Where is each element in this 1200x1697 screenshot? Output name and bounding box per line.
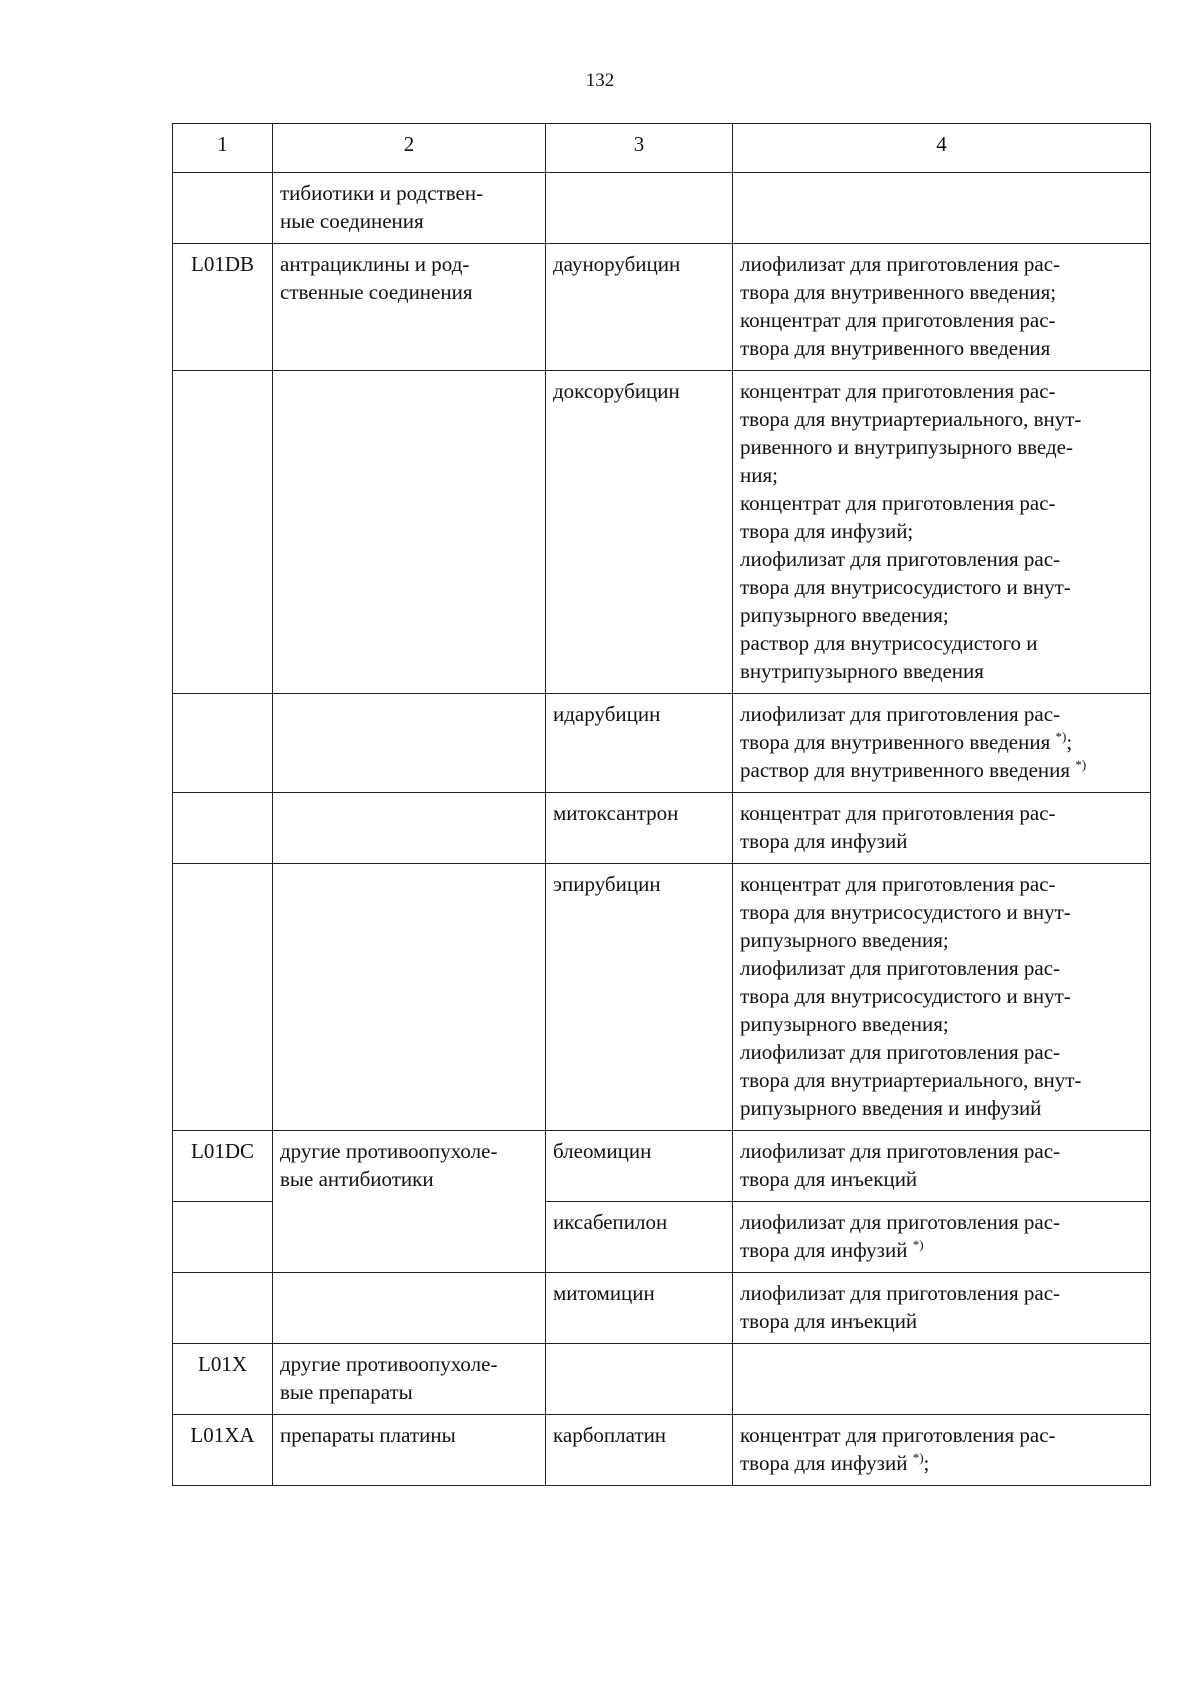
footnote-mark: *) bbox=[1055, 729, 1067, 744]
dosage-form-line bbox=[740, 629, 1143, 657]
dosage-form-text: концентрат для приготовления рас- bbox=[740, 308, 1056, 332]
dosage-form-text: концентрат для приготовления рас- bbox=[740, 379, 1056, 403]
dosage-form-text: твора для внутривенного введения bbox=[740, 336, 1051, 360]
dosage-form-text: твора для внутриартериального, внут- bbox=[740, 1068, 1082, 1092]
dosage-form-line bbox=[740, 573, 1143, 601]
dosage-forms-cell bbox=[733, 1273, 1151, 1344]
dosage-form-line bbox=[740, 799, 1143, 827]
atc-code-cell: L01XA bbox=[173, 1415, 273, 1486]
dosage-form-line bbox=[740, 1421, 1143, 1449]
table-header-row bbox=[173, 124, 1151, 173]
dosage-form-line bbox=[740, 954, 1143, 982]
dosage-forms-cell bbox=[733, 793, 1151, 864]
dosage-form-line bbox=[740, 870, 1143, 898]
group-name-cell bbox=[273, 1415, 546, 1486]
drug-name-cell: митоксантрон bbox=[546, 793, 733, 864]
dosage-form-text: концентрат для приготовления рас- bbox=[740, 491, 1056, 515]
dosage-form-line bbox=[740, 1165, 1143, 1193]
dosage-form-line bbox=[740, 926, 1143, 954]
table-row bbox=[173, 1415, 1151, 1486]
header-col-1: 1 bbox=[173, 124, 273, 173]
drug-name-cell bbox=[546, 1344, 733, 1415]
group-name-cell bbox=[273, 793, 546, 864]
dosage-form-text: твора для внутривенного введения; bbox=[740, 280, 1057, 304]
dosage-forms-cell bbox=[733, 864, 1151, 1131]
dosage-form-text: рипузырного введения и инфузий bbox=[740, 1096, 1042, 1120]
dosage-form-line bbox=[740, 278, 1143, 306]
drug-name-cell: блеомицин bbox=[546, 1131, 733, 1202]
group-name-cell bbox=[273, 371, 546, 694]
atc-code-cell: L01DC bbox=[173, 1131, 273, 1202]
footnote-mark: *) bbox=[912, 1450, 924, 1465]
group-name-cell bbox=[273, 173, 546, 244]
dosage-form-text: рипузырного введения; bbox=[740, 603, 949, 627]
atc-code-cell: L01DB bbox=[173, 244, 273, 371]
drug-name-cell: карбоплатин bbox=[546, 1415, 733, 1486]
header-col-2: 2 bbox=[273, 124, 546, 173]
group-name-line: другие противоопухоле- bbox=[280, 1139, 498, 1163]
dosage-form-text: твора для инфузий bbox=[740, 1238, 908, 1262]
table-row bbox=[173, 1273, 1151, 1344]
dosage-form-line bbox=[740, 1066, 1143, 1094]
dosage-form-line bbox=[740, 433, 1143, 461]
dosage-form-line bbox=[740, 1279, 1143, 1307]
drug-table bbox=[172, 123, 1151, 1486]
dosage-form-text: твора для внутриартериального, внут- bbox=[740, 407, 1082, 431]
atc-code-cell: L01X bbox=[173, 1344, 273, 1415]
table-row bbox=[173, 1344, 1151, 1415]
footnote-punct: ; bbox=[1066, 730, 1073, 754]
dosage-form-text: рипузырного введения; bbox=[740, 928, 949, 952]
group-name-line: другие противоопухоле- bbox=[280, 1352, 498, 1376]
table-row bbox=[173, 793, 1151, 864]
dosage-form-line bbox=[740, 1137, 1143, 1165]
dosage-form-line bbox=[740, 1307, 1143, 1335]
drug-name-cell: доксорубицин bbox=[546, 371, 733, 694]
group-name-line: антрациклины и род- bbox=[280, 252, 470, 276]
dosage-form-text: твора для инфузий; bbox=[740, 519, 914, 543]
atc-code-cell bbox=[173, 1202, 273, 1273]
dosage-form-line bbox=[740, 756, 1143, 784]
drug-name-cell: даунорубицин bbox=[546, 244, 733, 371]
group-name-cell bbox=[273, 864, 546, 1131]
dosage-forms-cell bbox=[733, 1131, 1151, 1202]
dosage-form-text: концентрат для приготовления рас- bbox=[740, 872, 1056, 896]
group-name-cell bbox=[273, 244, 546, 371]
dosage-form-line bbox=[740, 1038, 1143, 1066]
dosage-form-line bbox=[740, 489, 1143, 517]
dosage-form-text: внутрипузырного введения bbox=[740, 659, 984, 683]
dosage-form-text: твора для инфузий bbox=[740, 1451, 908, 1475]
dosage-form-line bbox=[740, 517, 1143, 545]
dosage-form-text: концентрат для приготовления рас- bbox=[740, 801, 1056, 825]
dosage-form-line bbox=[740, 728, 1143, 756]
dosage-forms-cell bbox=[733, 694, 1151, 793]
dosage-forms-cell bbox=[733, 1202, 1151, 1273]
group-name-line: ственные соединения bbox=[280, 280, 473, 304]
dosage-form-text: лиофилизат для приготовления рас- bbox=[740, 1139, 1061, 1163]
footnote-mark: *) bbox=[1075, 757, 1087, 772]
footnote-punct: ; bbox=[923, 1451, 930, 1475]
dosage-form-text: концентрат для приготовления рас- bbox=[740, 1423, 1056, 1447]
atc-code-cell bbox=[173, 694, 273, 793]
dosage-form-text: лиофилизат для приготовления рас- bbox=[740, 1281, 1061, 1305]
atc-code-cell bbox=[173, 864, 273, 1131]
dosage-form-line bbox=[740, 405, 1143, 433]
dosage-form-line bbox=[740, 334, 1143, 362]
dosage-form-line bbox=[740, 657, 1143, 685]
drug-name-cell: митомицин bbox=[546, 1273, 733, 1344]
dosage-form-text: ния; bbox=[740, 463, 778, 487]
dosage-forms-cell bbox=[733, 173, 1151, 244]
dosage-form-text: лиофилизат для приготовления рас- bbox=[740, 956, 1061, 980]
dosage-form-text: твора для внутривенного введения bbox=[740, 730, 1051, 754]
drug-name-cell: эпирубицин bbox=[546, 864, 733, 1131]
dosage-form-line bbox=[740, 982, 1143, 1010]
dosage-form-text: лиофилизат для приготовления рас- bbox=[740, 1210, 1061, 1234]
dosage-form-line bbox=[740, 827, 1143, 855]
dosage-form-line bbox=[740, 377, 1143, 405]
group-name-cell bbox=[273, 1273, 546, 1344]
dosage-form-text: твора для инъекций bbox=[740, 1309, 918, 1333]
group-name-cell bbox=[273, 1131, 546, 1273]
table-row bbox=[173, 1131, 1151, 1202]
dosage-forms-cell bbox=[733, 1415, 1151, 1486]
dosage-form-line bbox=[740, 700, 1143, 728]
dosage-form-text: раствор для внутрисосудистого и bbox=[740, 631, 1038, 655]
group-name-line: ные соединения bbox=[280, 209, 424, 233]
drug-name-cell: иксабепилон bbox=[546, 1202, 733, 1273]
group-name-line: вые препараты bbox=[280, 1380, 413, 1404]
atc-code-cell bbox=[173, 1273, 273, 1344]
dosage-form-line bbox=[740, 306, 1143, 334]
dosage-form-text: ривенного и внутрипузырного введе- bbox=[740, 435, 1073, 459]
dosage-form-line bbox=[740, 601, 1143, 629]
dosage-form-text: лиофилизат для приготовления рас- bbox=[740, 547, 1061, 571]
dosage-form-text: твора для внутрисосудистого и внут- bbox=[740, 984, 1071, 1008]
dosage-forms-cell bbox=[733, 244, 1151, 371]
table-row bbox=[173, 694, 1151, 793]
dosage-form-text: твора для внутрисосудистого и внут- bbox=[740, 900, 1071, 924]
atc-code-cell bbox=[173, 793, 273, 864]
group-name-cell bbox=[273, 694, 546, 793]
dosage-form-line bbox=[740, 898, 1143, 926]
dosage-form-line bbox=[740, 1208, 1143, 1236]
group-name-line: препараты платины bbox=[280, 1423, 456, 1447]
atc-code-cell bbox=[173, 173, 273, 244]
dosage-form-text: твора для инъекций bbox=[740, 1167, 918, 1191]
dosage-form-line bbox=[740, 1094, 1143, 1122]
dosage-form-text: твора для инфузий bbox=[740, 829, 908, 853]
atc-code-cell bbox=[173, 371, 273, 694]
dosage-form-line bbox=[740, 545, 1143, 573]
dosage-forms-cell bbox=[733, 1344, 1151, 1415]
dosage-form-text: рипузырного введения; bbox=[740, 1012, 949, 1036]
page-number: 132 bbox=[585, 70, 615, 91]
drug-name-cell: идарубицин bbox=[546, 694, 733, 793]
dosage-form-line bbox=[740, 250, 1143, 278]
dosage-form-text: лиофилизат для приготовления рас- bbox=[740, 702, 1061, 726]
dosage-forms-cell bbox=[733, 371, 1151, 694]
drug-name-cell bbox=[546, 173, 733, 244]
dosage-form-text: раствор для внутривенного введения bbox=[740, 758, 1071, 782]
dosage-form-line bbox=[740, 1236, 1143, 1264]
dosage-form-line bbox=[740, 1010, 1143, 1038]
group-name-line: тибиотики и родствен- bbox=[280, 181, 484, 205]
table-row bbox=[173, 371, 1151, 694]
dosage-form-text: лиофилизат для приготовления рас- bbox=[740, 1040, 1061, 1064]
table-row bbox=[173, 173, 1151, 244]
dosage-form-line bbox=[740, 1449, 1143, 1477]
table-row bbox=[173, 864, 1151, 1131]
table-row bbox=[173, 244, 1151, 371]
header-col-4: 4 bbox=[733, 124, 1151, 173]
dosage-form-text: лиофилизат для приготовления рас- bbox=[740, 252, 1061, 276]
dosage-form-line bbox=[740, 461, 1143, 489]
footnote-mark: *) bbox=[912, 1237, 924, 1252]
dosage-form-text: твора для внутрисосудистого и внут- bbox=[740, 575, 1071, 599]
group-name-line: вые антибиотики bbox=[280, 1167, 434, 1191]
group-name-cell bbox=[273, 1344, 546, 1415]
header-col-3: 3 bbox=[546, 124, 733, 173]
